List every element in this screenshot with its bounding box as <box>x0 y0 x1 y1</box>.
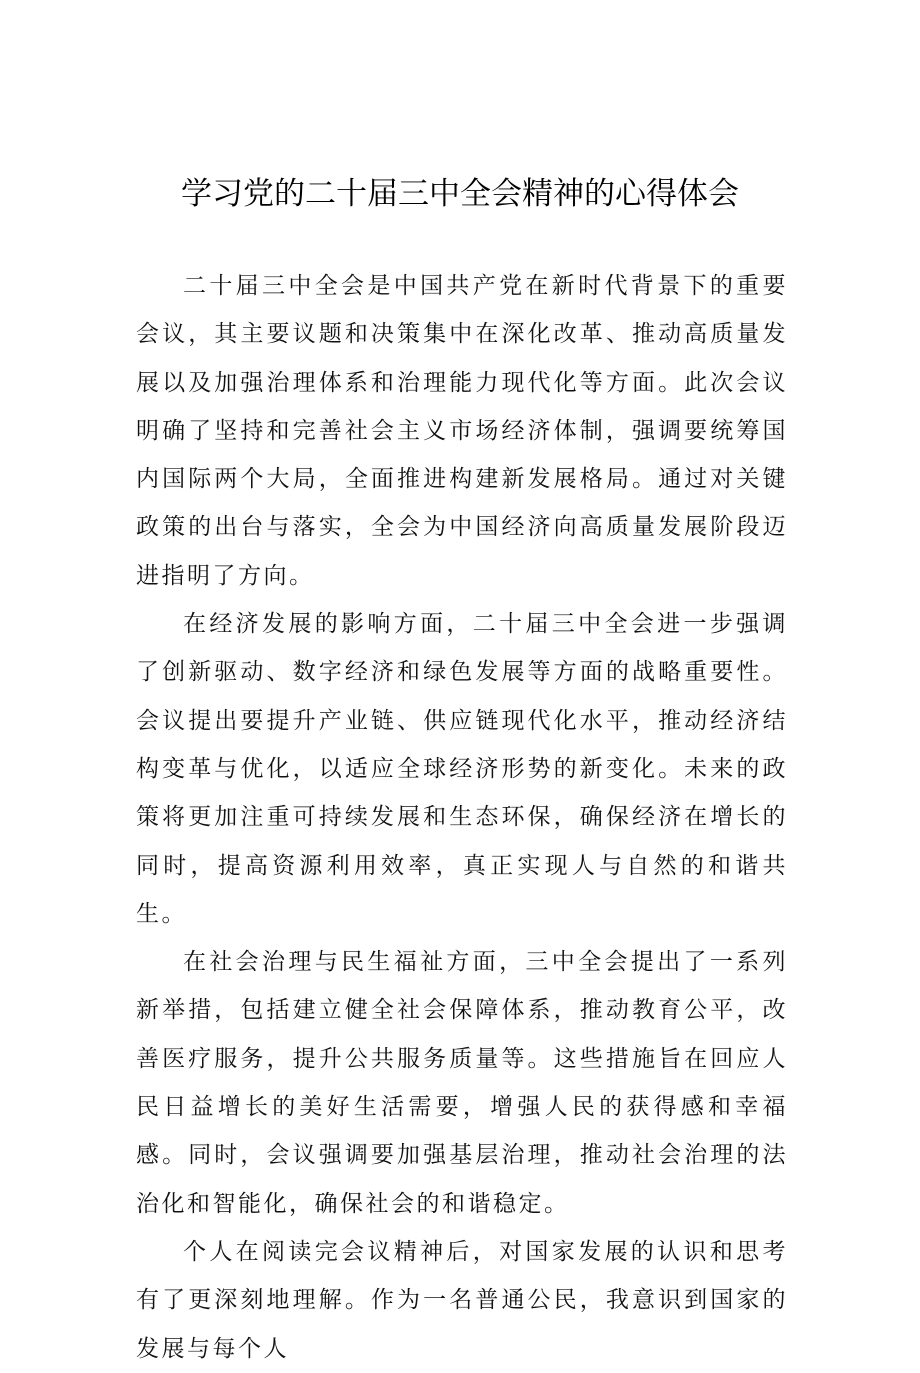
paragraph-1: 二十届三中全会是中国共产党在新时代背景下的重要会议，其主要议题和决策集中在深化改革、推动高质量发展以及加强治理体系和治理能力现代化等方面。此次会议明确了坚持和完善社会主义市场经济体制，强调要统筹国内国际两个大局，全面推进构建新发展格局。通过对关键政策的出台与落实，全会为中国经济向高质量发展阶段迈进指明了方向。 <box>136 273 788 589</box>
paragraph-4: 个人在阅读完会议精神后，对国家发展的认识和思考有了更深刻地理解。作为一名普通公民，我意识到国家的发展与每个人 <box>136 1238 788 1362</box>
document-title: 学习党的二十届三中全会精神的心得体会 <box>181 176 739 212</box>
document-body <box>136 262 788 1373</box>
paragraph-2: 在经济发展的影响方面，二十届三中全会进一步强调了创新驱动、数字经济和绿色发展等方面的战略重要性。会议提出要提升产业链、供应链现代化水平，推动经济结构变革与优化，以适应全球经济形势的新变化。未来的政策将更加注重可持续发展和生态环保，确保经济在增长的同时，提高资源利用效率，真正实现人与自然的和谐共生。 <box>136 611 788 927</box>
paragraph-3: 在社会治理与民生福祉方面，三中全会提出了一系列新举措，包括建立健全社会保障体系，推动教育公平，改善医疗服务，提升公共服务质量等。这些措施旨在回应人民日益增长的美好生活需要，增强人民的获得感和幸福感。同时，会议强调要加强基层治理，推动社会治理的法治化和智能化，确保社会的和谐稳定。 <box>136 949 788 1217</box>
